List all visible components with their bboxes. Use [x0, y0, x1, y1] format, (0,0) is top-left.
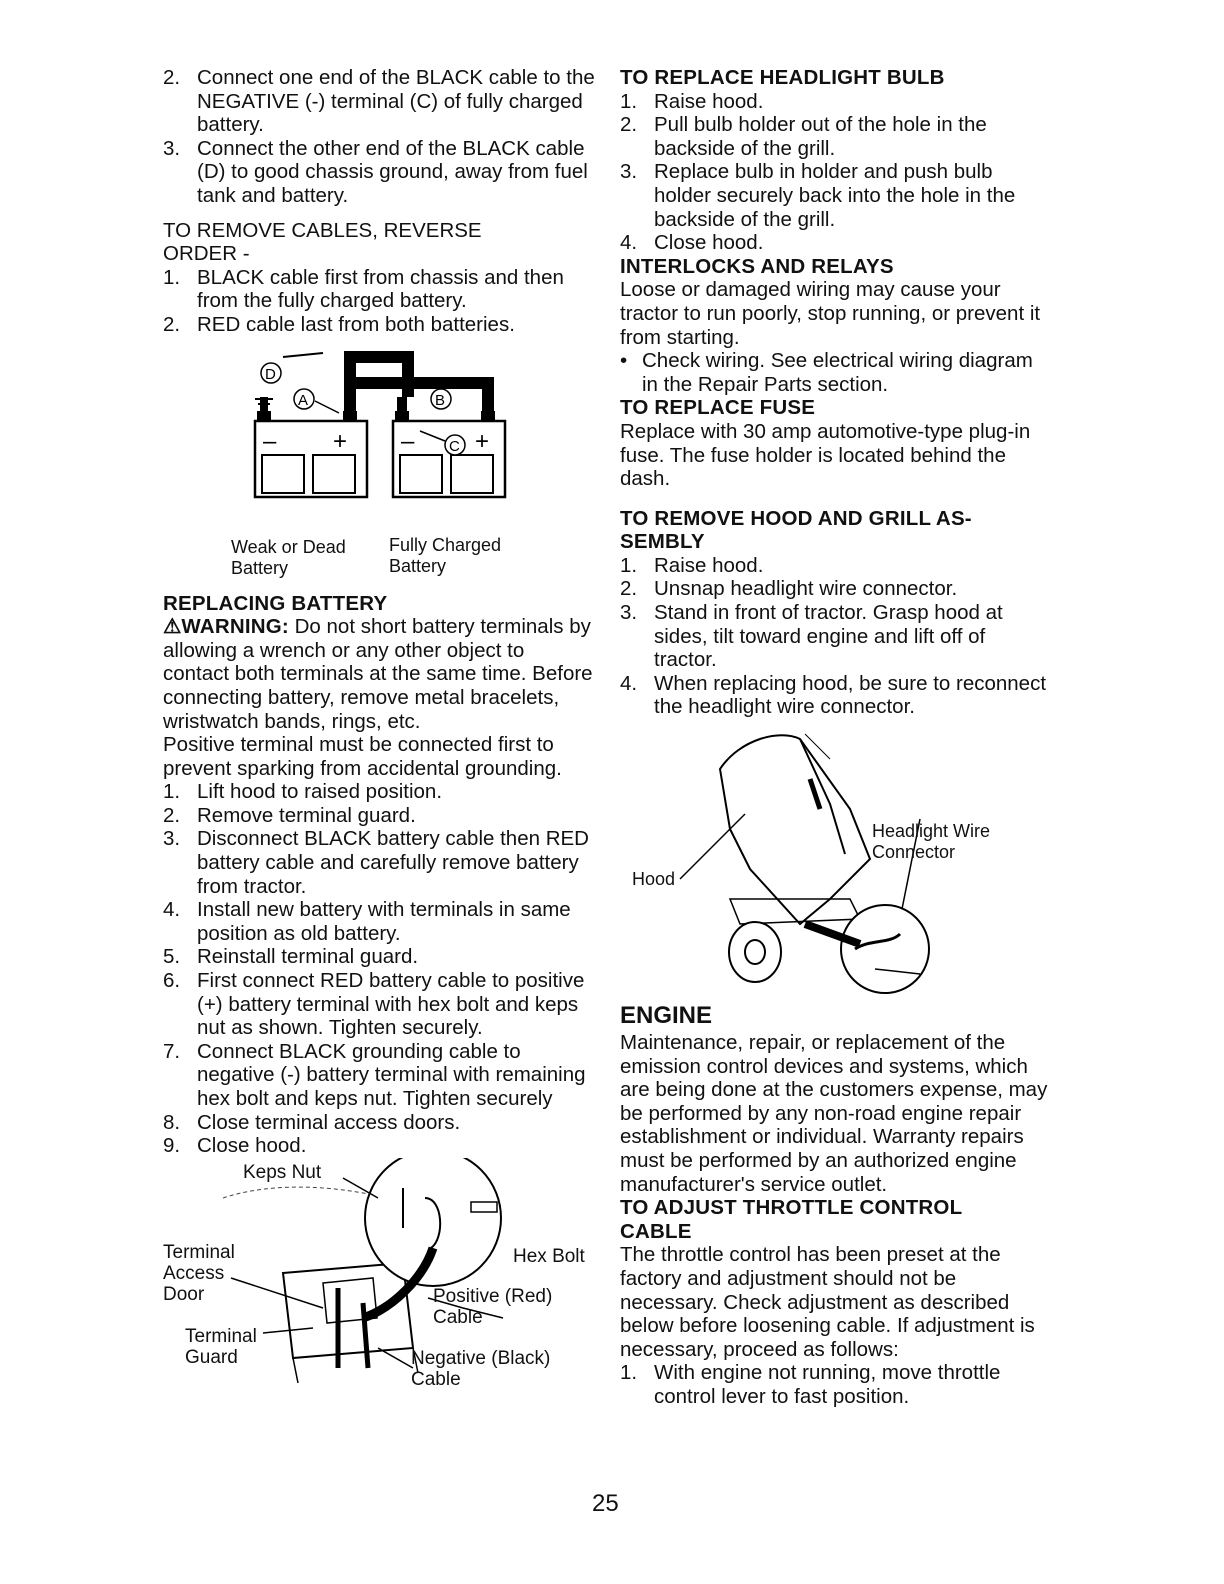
right-column [620, 66, 1050, 1409]
svg-text:–: – [263, 427, 277, 455]
list-item: 7. Connect BLACK grounding cable to negative (-) battery terminal with remaining hex bolt and keps nut. Tighten securely [163, 1039, 586, 1110]
svg-text:+: + [333, 427, 348, 455]
throttle-heading: TO ADJUST THROTTLE CONTROL CABLE [620, 1196, 963, 1243]
positive-cable-label: Positive (Red) Cable [433, 1285, 553, 1328]
positive-terminal-note: Positive terminal must be connected first to prevent sparking from accidental grounding. [163, 733, 562, 780]
negative-cable-label: Negative (Black) Cable [411, 1347, 551, 1390]
jump-steps [163, 66, 595, 208]
hood-steps [620, 554, 1050, 719]
hex-bolt-label: Hex Bolt [513, 1245, 585, 1267]
list-item: 2. RED cable last from both batteries. [163, 312, 515, 336]
list-item: 4. Close hood. [620, 231, 764, 255]
list-item: 4. Install new battery with terminals in same position as old battery. [163, 898, 571, 945]
terminal-access-door-label: Terminal Access Door [163, 1241, 235, 1305]
list-item: 2. Connect one end of the BLACK cable to the NEGATIVE (-) terminal (C) of fully charged battery. [163, 66, 595, 137]
throttle-text: The throttle control has been preset at the factory and adjustment should not be necessary. Check adjustment as described below before loosening cable. If adjustment is necessary, proceed as follows: [620, 1243, 1035, 1361]
list-item: 3. Disconnect BLACK battery cable then RED battery cable and carefully remove battery from tractor. [163, 827, 589, 898]
list-item: 6. First connect RED battery cable to positive (+) battery terminal with hex bolt and keps nut as shown. Tighten securely. [163, 969, 585, 1040]
hood-label: Hood [632, 869, 676, 890]
replace-battery-steps [163, 780, 595, 1158]
left-column [163, 66, 595, 1388]
engine-text: Maintenance, repair, or replacement of the emission control devices and systems, which are being done at the customers expense, may be performed by any non-road engine repair establishment or individual. Warranty repairs must be performed by an authorized engine manufacturer's service outlet. [620, 1031, 1048, 1196]
interlocks-text: Loose or damaged wiring may cause your tractor to run poorly, stop running, or prevent it from starting. [620, 278, 1041, 349]
list-item: 1. BLACK cable first from chassis and then from the fully charged battery. [163, 265, 564, 313]
label-b: B [435, 391, 446, 409]
engine-heading: ENGINE [620, 1002, 713, 1030]
label-a: A [298, 391, 309, 409]
list-item: 4. When replacing hood, be sure to reconnect the headlight wire connector. [620, 671, 1047, 719]
remove-steps [163, 266, 595, 337]
list-item: 3. Replace bulb in holder and push bulb holder securely back into the hole in the backside of the grill. [620, 160, 1016, 231]
battery-diagram-graphic [163, 337, 595, 527]
throttle-steps [620, 1361, 1050, 1408]
list-item: 8. Close terminal access doors. [163, 1110, 461, 1134]
full-battery-caption: Fully Charged Battery [389, 534, 502, 576]
warning-icon: ⚠ [163, 615, 182, 639]
warning-paragraph: ⚠WARNING: Do not short battery terminals by allowing a wrench or any other object to contact both terminals at the same time. Before connecting battery, remove metal bracelets, wristwatch bands, rings, etc. [163, 615, 593, 733]
label-c: C [449, 437, 460, 455]
page-number: 25 [592, 1490, 619, 1517]
svg-text:–: – [401, 427, 415, 455]
terminal-guard-label: Terminal Guard [185, 1325, 257, 1368]
list-item: 2. Remove terminal guard. [163, 803, 416, 827]
list-item: 1. With engine not running, move throttle control lever to fast position. [620, 1361, 1001, 1408]
fuse-heading: TO REPLACE FUSE [620, 396, 816, 420]
interlocks-bullets [620, 349, 1050, 396]
bullet-icon: • [620, 349, 628, 373]
battery-jump-diagram [163, 337, 595, 592]
list-item: 3. Connect the other end of the BLACK cable (D) to good chassis ground, away from fuel tank and battery. [163, 136, 588, 207]
svg-text:+: + [475, 427, 490, 455]
list-item: 1. Raise hood. [620, 89, 764, 113]
list-item: 1. Raise hood. [620, 553, 764, 577]
headlight-heading: TO REPLACE HEADLIGHT BULB [620, 66, 945, 89]
weak-battery-caption: Weak or Dead Battery [231, 536, 346, 578]
list-item: • Check wiring. See electrical wiring diagram in the Repair Parts section. [620, 349, 1033, 396]
interlocks-heading: INTERLOCKS AND RELAYS [620, 254, 894, 278]
label-d: D [265, 365, 276, 383]
fuse-text: Replace with 30 amp automotive-type plug-in fuse. The fuse holder is located behind the dash. [620, 419, 1031, 491]
list-item: 5. Reinstall terminal guard. [163, 945, 419, 969]
hood-heading: TO REMOVE HOOD AND GRILL AS- SEMBLY [620, 506, 972, 554]
battery-terminal-diagram [163, 1158, 595, 1388]
list-item: 9. Close hood. [163, 1134, 307, 1158]
list-item: 3. Stand in front of tractor. Grasp hood at sides, tilt toward engine and lift off of tractor. [620, 601, 1003, 672]
list-item: 1. Lift hood to raised position. [163, 780, 443, 804]
hood-diagram [620, 719, 1050, 1001]
keps-nut-label: Keps Nut [243, 1161, 322, 1183]
list-item: 2. Pull bulb holder out of the hole in the backside of the grill. [620, 113, 987, 160]
headlight-steps [620, 90, 1050, 255]
headlight-connector-label: Headlight Wire Connector [872, 821, 991, 863]
remove-cables-intro: TO REMOVE CABLES, REVERSE ORDER - [163, 218, 482, 266]
list-item: 2. Unsnap headlight wire connector. [620, 577, 958, 601]
replacing-battery-heading: REPLACING BATTERY [163, 591, 388, 615]
